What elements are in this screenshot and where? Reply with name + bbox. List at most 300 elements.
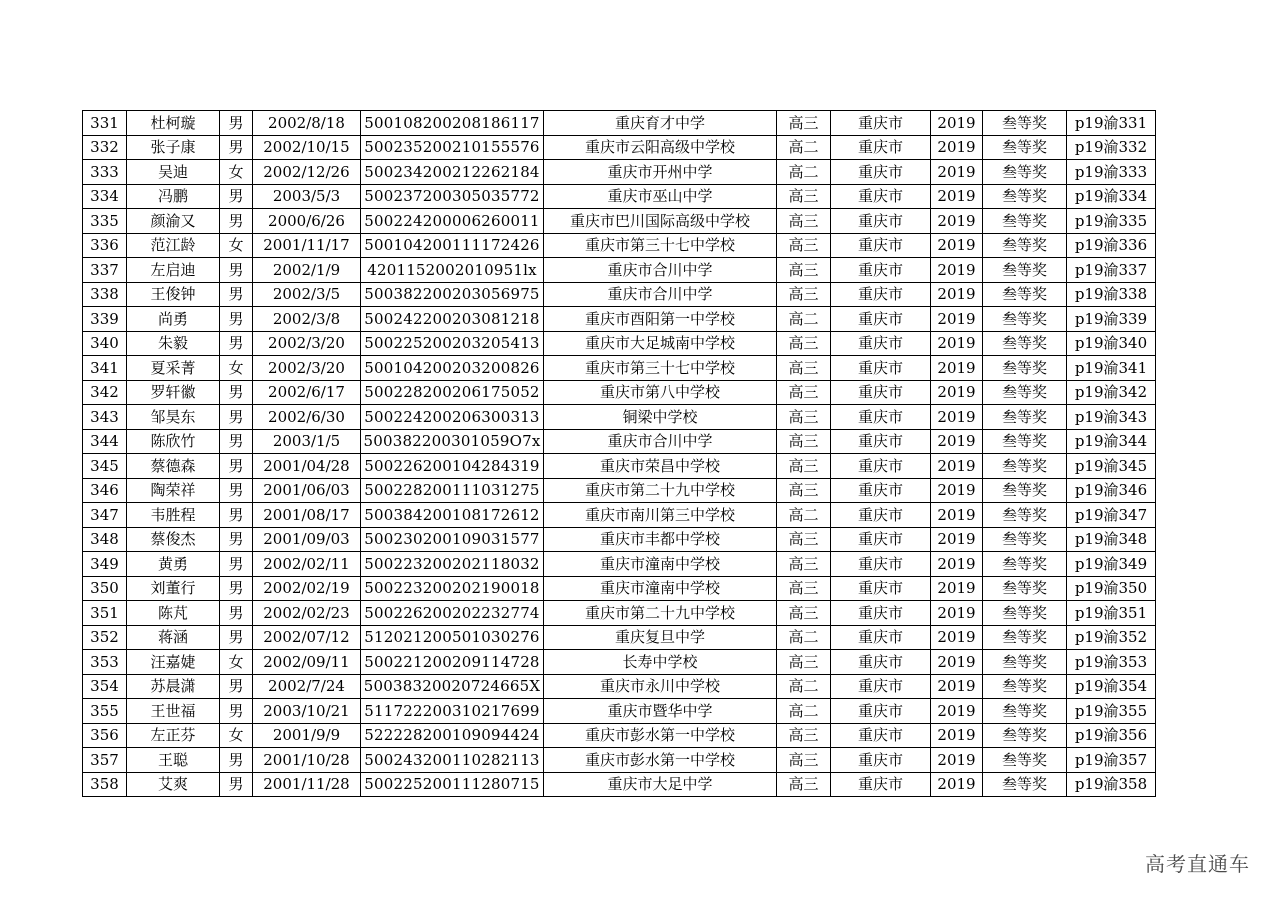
grade-cell: 高三 (777, 552, 831, 577)
award-level-cell: 叁等奖 (983, 772, 1067, 797)
certificate-code-cell: p19渝348 (1067, 527, 1156, 552)
table-row (83, 111, 1156, 136)
certificate-code-cell: p19渝351 (1067, 601, 1156, 626)
school-name-cell: 重庆市潼南中学校 (544, 552, 777, 577)
table-row (83, 674, 1156, 699)
student-name-cell: 罗轩徽 (127, 380, 220, 405)
award-level-cell: 叁等奖 (983, 674, 1067, 699)
award-level-cell: 叁等奖 (983, 601, 1067, 626)
gender-cell: 女 (220, 723, 253, 748)
grade-cell: 高三 (777, 429, 831, 454)
certificate-code-cell: p19渝331 (1067, 111, 1156, 136)
award-level-cell: 叁等奖 (983, 356, 1067, 381)
city-cell: 重庆市 (831, 650, 931, 675)
year-cell: 2019 (931, 356, 983, 381)
year-cell: 2019 (931, 674, 983, 699)
row-number-cell: 354 (83, 674, 127, 699)
row-number-cell: 334 (83, 184, 127, 209)
watermark-text: 高考直通车 (1145, 852, 1250, 876)
gender-cell: 男 (220, 111, 253, 136)
year-cell: 2019 (931, 258, 983, 283)
grade-cell: 高三 (777, 723, 831, 748)
city-cell: 重庆市 (831, 454, 931, 479)
city-cell: 重庆市 (831, 184, 931, 209)
city-cell: 重庆市 (831, 748, 931, 773)
school-name-cell: 重庆市荣昌中学校 (544, 454, 777, 479)
year-cell: 2019 (931, 331, 983, 356)
student-name-cell: 王聪 (127, 748, 220, 773)
grade-cell: 高二 (777, 699, 831, 724)
school-name-cell: 重庆市合川中学 (544, 429, 777, 454)
city-cell: 重庆市 (831, 356, 931, 381)
gender-cell: 男 (220, 699, 253, 724)
student-name-cell: 杜柯璇 (127, 111, 220, 136)
row-number-cell: 347 (83, 503, 127, 528)
birth-date-cell: 2002/02/19 (253, 576, 361, 601)
table-row (83, 527, 1156, 552)
award-level-cell: 叁等奖 (983, 233, 1067, 258)
city-cell: 重庆市 (831, 307, 931, 332)
school-name-cell: 重庆市彭水第一中学校 (544, 748, 777, 773)
year-cell: 2019 (931, 650, 983, 675)
table-row (83, 478, 1156, 503)
birth-date-cell: 2002/7/24 (253, 674, 361, 699)
grade-cell: 高三 (777, 233, 831, 258)
certificate-code-cell: p19渝357 (1067, 748, 1156, 773)
birth-date-cell: 2002/07/12 (253, 625, 361, 650)
city-cell: 重庆市 (831, 699, 931, 724)
id-number-cell: 522228200109094424 (361, 723, 544, 748)
id-number-cell: 500225200203205413 (361, 331, 544, 356)
birth-date-cell: 2002/6/30 (253, 405, 361, 430)
award-level-cell: 叁等奖 (983, 135, 1067, 160)
grade-cell: 高二 (777, 503, 831, 528)
award-level-cell: 叁等奖 (983, 209, 1067, 234)
id-number-cell: 500104200203200826 (361, 356, 544, 381)
gender-cell: 男 (220, 454, 253, 479)
table-row (83, 380, 1156, 405)
birth-date-cell: 2002/6/17 (253, 380, 361, 405)
year-cell: 2019 (931, 307, 983, 332)
school-name-cell: 重庆市酉阳第一中学校 (544, 307, 777, 332)
school-name-cell: 重庆市合川中学 (544, 282, 777, 307)
certificate-code-cell: p19渝352 (1067, 625, 1156, 650)
id-number-cell: 500234200212262184 (361, 160, 544, 185)
row-number-cell: 345 (83, 454, 127, 479)
birth-date-cell: 2003/10/21 (253, 699, 361, 724)
city-cell: 重庆市 (831, 601, 931, 626)
birth-date-cell: 2002/8/18 (253, 111, 361, 136)
birth-date-cell: 2002/3/8 (253, 307, 361, 332)
school-name-cell: 长寿中学校 (544, 650, 777, 675)
birth-date-cell: 2002/09/11 (253, 650, 361, 675)
student-name-cell: 蔡俊杰 (127, 527, 220, 552)
year-cell: 2019 (931, 282, 983, 307)
award-level-cell: 叁等奖 (983, 748, 1067, 773)
birth-date-cell: 2002/12/26 (253, 160, 361, 185)
id-number-cell: 500223200202190018 (361, 576, 544, 601)
row-number-cell: 336 (83, 233, 127, 258)
city-cell: 重庆市 (831, 527, 931, 552)
school-name-cell: 重庆市第三十七中学校 (544, 356, 777, 381)
id-number-cell: 500382200301059O7x (361, 429, 544, 454)
gender-cell: 男 (220, 552, 253, 577)
table-row (83, 209, 1156, 234)
table-body (83, 111, 1156, 797)
year-cell: 2019 (931, 380, 983, 405)
year-cell: 2019 (931, 135, 983, 160)
id-number-cell: 500230200109031577 (361, 527, 544, 552)
student-name-cell: 王俊钟 (127, 282, 220, 307)
grade-cell: 高三 (777, 454, 831, 479)
year-cell: 2019 (931, 233, 983, 258)
certificate-code-cell: p19渝354 (1067, 674, 1156, 699)
gender-cell: 男 (220, 135, 253, 160)
table-row (83, 405, 1156, 430)
table-row (83, 233, 1156, 258)
grade-cell: 高三 (777, 209, 831, 234)
table-row (83, 429, 1156, 454)
award-level-cell: 叁等奖 (983, 552, 1067, 577)
certificate-code-cell: p19渝332 (1067, 135, 1156, 160)
gender-cell: 男 (220, 527, 253, 552)
school-name-cell: 重庆市第二十九中学校 (544, 478, 777, 503)
year-cell: 2019 (931, 405, 983, 430)
id-number-cell: 500237200305035772 (361, 184, 544, 209)
id-number-cell: 500235200210155576 (361, 135, 544, 160)
gender-cell: 男 (220, 429, 253, 454)
city-cell: 重庆市 (831, 209, 931, 234)
award-level-cell: 叁等奖 (983, 160, 1067, 185)
table-row (83, 699, 1156, 724)
certificate-code-cell: p19渝343 (1067, 405, 1156, 430)
school-name-cell: 重庆市合川中学 (544, 258, 777, 283)
student-name-cell: 黄勇 (127, 552, 220, 577)
city-cell: 重庆市 (831, 576, 931, 601)
birth-date-cell: 2001/11/17 (253, 233, 361, 258)
birth-date-cell: 2001/9/9 (253, 723, 361, 748)
birth-date-cell: 2002/02/11 (253, 552, 361, 577)
award-level-cell: 叁等奖 (983, 429, 1067, 454)
city-cell: 重庆市 (831, 429, 931, 454)
id-number-cell: 500382200203056975 (361, 282, 544, 307)
city-cell: 重庆市 (831, 380, 931, 405)
school-name-cell: 重庆市潼南中学校 (544, 576, 777, 601)
award-level-cell: 叁等奖 (983, 699, 1067, 724)
id-number-cell: 512021200501030276 (361, 625, 544, 650)
grade-cell: 高三 (777, 111, 831, 136)
award-level-cell: 叁等奖 (983, 723, 1067, 748)
gender-cell: 女 (220, 160, 253, 185)
gender-cell: 女 (220, 356, 253, 381)
birth-date-cell: 2001/09/03 (253, 527, 361, 552)
year-cell: 2019 (931, 503, 983, 528)
student-name-cell: 范江龄 (127, 233, 220, 258)
id-number-cell: 500108200208186117 (361, 111, 544, 136)
id-number-cell: 500223200202118032 (361, 552, 544, 577)
city-cell: 重庆市 (831, 160, 931, 185)
row-number-cell: 333 (83, 160, 127, 185)
award-level-cell: 叁等奖 (983, 331, 1067, 356)
student-name-cell: 夏采菁 (127, 356, 220, 381)
grade-cell: 高三 (777, 184, 831, 209)
row-number-cell: 343 (83, 405, 127, 430)
gender-cell: 女 (220, 233, 253, 258)
school-name-cell: 重庆复旦中学 (544, 625, 777, 650)
row-number-cell: 332 (83, 135, 127, 160)
grade-cell: 高三 (777, 478, 831, 503)
table-row (83, 184, 1156, 209)
student-name-cell: 蔡德森 (127, 454, 220, 479)
award-level-cell: 叁等奖 (983, 454, 1067, 479)
table-row (83, 748, 1156, 773)
id-number-cell: 500224200206300313 (361, 405, 544, 430)
gender-cell: 男 (220, 503, 253, 528)
student-name-cell: 韦胜程 (127, 503, 220, 528)
id-number-cell: 4201152002010951lx (361, 258, 544, 283)
city-cell: 重庆市 (831, 503, 931, 528)
row-number-cell: 350 (83, 576, 127, 601)
certificate-code-cell: p19渝340 (1067, 331, 1156, 356)
table-row (83, 282, 1156, 307)
year-cell: 2019 (931, 478, 983, 503)
gender-cell: 男 (220, 282, 253, 307)
student-name-cell: 汪嘉婕 (127, 650, 220, 675)
birth-date-cell: 2001/04/28 (253, 454, 361, 479)
student-name-cell: 朱毅 (127, 331, 220, 356)
gender-cell: 男 (220, 601, 253, 626)
id-number-cell: 500226200202232774 (361, 601, 544, 626)
student-name-cell: 邹昊东 (127, 405, 220, 430)
year-cell: 2019 (931, 160, 983, 185)
school-name-cell: 铜梁中学校 (544, 405, 777, 430)
certificate-code-cell: p19渝346 (1067, 478, 1156, 503)
school-name-cell: 重庆市第三十七中学校 (544, 233, 777, 258)
award-level-cell: 叁等奖 (983, 625, 1067, 650)
certificate-code-cell: p19渝345 (1067, 454, 1156, 479)
row-number-cell: 340 (83, 331, 127, 356)
student-name-cell: 吴迪 (127, 160, 220, 185)
grade-cell: 高三 (777, 356, 831, 381)
row-number-cell: 341 (83, 356, 127, 381)
gender-cell: 男 (220, 674, 253, 699)
table-row (83, 601, 1156, 626)
table-row (83, 552, 1156, 577)
student-name-cell: 左正芬 (127, 723, 220, 748)
city-cell: 重庆市 (831, 282, 931, 307)
table-row (83, 135, 1156, 160)
school-name-cell: 重庆市彭水第一中学校 (544, 723, 777, 748)
student-name-cell: 左启迪 (127, 258, 220, 283)
certificate-code-cell: p19渝338 (1067, 282, 1156, 307)
award-level-cell: 叁等奖 (983, 650, 1067, 675)
school-name-cell: 重庆市永川中学校 (544, 674, 777, 699)
row-number-cell: 357 (83, 748, 127, 773)
gender-cell: 男 (220, 331, 253, 356)
year-cell: 2019 (931, 625, 983, 650)
school-name-cell: 重庆市大足城南中学校 (544, 331, 777, 356)
award-level-cell: 叁等奖 (983, 478, 1067, 503)
certificate-code-cell: p19渝335 (1067, 209, 1156, 234)
table-row (83, 625, 1156, 650)
student-name-cell: 蒋涵 (127, 625, 220, 650)
certificate-code-cell: p19渝347 (1067, 503, 1156, 528)
certificate-code-cell: p19渝341 (1067, 356, 1156, 381)
certificate-code-cell: p19渝355 (1067, 699, 1156, 724)
grade-cell: 高三 (777, 405, 831, 430)
year-cell: 2019 (931, 429, 983, 454)
id-number-cell: 500221200209114728 (361, 650, 544, 675)
certificate-code-cell: p19渝358 (1067, 772, 1156, 797)
school-name-cell: 重庆市开州中学 (544, 160, 777, 185)
birth-date-cell: 2001/08/17 (253, 503, 361, 528)
table-row (83, 576, 1156, 601)
table-row (83, 356, 1156, 381)
city-cell: 重庆市 (831, 331, 931, 356)
table-row (83, 650, 1156, 675)
id-number-cell: 500228200206175052 (361, 380, 544, 405)
year-cell: 2019 (931, 772, 983, 797)
row-number-cell: 358 (83, 772, 127, 797)
table-row (83, 331, 1156, 356)
student-name-cell: 陈芃 (127, 601, 220, 626)
gender-cell: 男 (220, 478, 253, 503)
id-number-cell: 500104200111172426 (361, 233, 544, 258)
year-cell: 2019 (931, 601, 983, 626)
student-name-cell: 刘董行 (127, 576, 220, 601)
id-number-cell: 500224200006260011 (361, 209, 544, 234)
birth-date-cell: 2002/3/20 (253, 331, 361, 356)
city-cell: 重庆市 (831, 258, 931, 283)
award-level-cell: 叁等奖 (983, 576, 1067, 601)
gender-cell: 男 (220, 772, 253, 797)
id-number-cell: 50038320020724665X (361, 674, 544, 699)
school-name-cell: 重庆育才中学 (544, 111, 777, 136)
year-cell: 2019 (931, 699, 983, 724)
id-number-cell: 500226200104284319 (361, 454, 544, 479)
grade-cell: 高二 (777, 625, 831, 650)
school-name-cell: 重庆市第二十九中学校 (544, 601, 777, 626)
grade-cell: 高二 (777, 160, 831, 185)
grade-cell: 高二 (777, 135, 831, 160)
table-row (83, 454, 1156, 479)
birth-date-cell: 2002/3/20 (253, 356, 361, 381)
student-name-cell: 张子康 (127, 135, 220, 160)
table-row (83, 772, 1156, 797)
table-row (83, 723, 1156, 748)
birth-date-cell: 2003/1/5 (253, 429, 361, 454)
grade-cell: 高三 (777, 380, 831, 405)
birth-date-cell: 2001/10/28 (253, 748, 361, 773)
gender-cell: 男 (220, 748, 253, 773)
student-name-cell: 王世福 (127, 699, 220, 724)
award-level-cell: 叁等奖 (983, 258, 1067, 283)
certificate-code-cell: p19渝350 (1067, 576, 1156, 601)
row-number-cell: 348 (83, 527, 127, 552)
year-cell: 2019 (931, 111, 983, 136)
year-cell: 2019 (931, 552, 983, 577)
certificate-code-cell: p19渝336 (1067, 233, 1156, 258)
gender-cell: 男 (220, 184, 253, 209)
table-row (83, 160, 1156, 185)
row-number-cell: 356 (83, 723, 127, 748)
table-row (83, 307, 1156, 332)
award-level-cell: 叁等奖 (983, 184, 1067, 209)
city-cell: 重庆市 (831, 233, 931, 258)
id-number-cell: 500242200203081218 (361, 307, 544, 332)
student-name-cell: 冯鹏 (127, 184, 220, 209)
grade-cell: 高二 (777, 674, 831, 699)
grade-cell: 高三 (777, 282, 831, 307)
city-cell: 重庆市 (831, 478, 931, 503)
city-cell: 重庆市 (831, 625, 931, 650)
student-name-cell: 陈欣竹 (127, 429, 220, 454)
row-number-cell: 351 (83, 601, 127, 626)
grade-cell: 高三 (777, 601, 831, 626)
year-cell: 2019 (931, 209, 983, 234)
gender-cell: 男 (220, 307, 253, 332)
birth-date-cell: 2002/02/23 (253, 601, 361, 626)
school-name-cell: 重庆市巫山中学 (544, 184, 777, 209)
gender-cell: 男 (220, 625, 253, 650)
gender-cell: 男 (220, 209, 253, 234)
certificate-code-cell: p19渝344 (1067, 429, 1156, 454)
award-level-cell: 叁等奖 (983, 307, 1067, 332)
certificate-code-cell: p19渝353 (1067, 650, 1156, 675)
certificate-code-cell: p19渝333 (1067, 160, 1156, 185)
grade-cell: 高三 (777, 650, 831, 675)
year-cell: 2019 (931, 576, 983, 601)
student-name-cell: 颜渝又 (127, 209, 220, 234)
city-cell: 重庆市 (831, 723, 931, 748)
award-list-table (82, 110, 1156, 797)
grade-cell: 高三 (777, 331, 831, 356)
id-number-cell: 500228200111031275 (361, 478, 544, 503)
birth-date-cell: 2002/10/15 (253, 135, 361, 160)
row-number-cell: 346 (83, 478, 127, 503)
school-name-cell: 重庆市暨华中学 (544, 699, 777, 724)
certificate-code-cell: p19渝337 (1067, 258, 1156, 283)
school-name-cell: 重庆市丰都中学校 (544, 527, 777, 552)
birth-date-cell: 2002/1/9 (253, 258, 361, 283)
id-number-cell: 500243200110282113 (361, 748, 544, 773)
grade-cell: 高三 (777, 527, 831, 552)
row-number-cell: 342 (83, 380, 127, 405)
certificate-code-cell: p19渝356 (1067, 723, 1156, 748)
grade-cell: 高三 (777, 576, 831, 601)
student-name-cell: 尚勇 (127, 307, 220, 332)
grade-cell: 高二 (777, 307, 831, 332)
row-number-cell: 331 (83, 111, 127, 136)
grade-cell: 高三 (777, 772, 831, 797)
year-cell: 2019 (931, 723, 983, 748)
birth-date-cell: 2002/3/5 (253, 282, 361, 307)
grade-cell: 高三 (777, 258, 831, 283)
gender-cell: 男 (220, 380, 253, 405)
gender-cell: 男 (220, 258, 253, 283)
city-cell: 重庆市 (831, 772, 931, 797)
id-number-cell: 500384200108172612 (361, 503, 544, 528)
row-number-cell: 335 (83, 209, 127, 234)
gender-cell: 女 (220, 650, 253, 675)
city-cell: 重庆市 (831, 674, 931, 699)
school-name-cell: 重庆市大足中学 (544, 772, 777, 797)
row-number-cell: 344 (83, 429, 127, 454)
award-level-cell: 叁等奖 (983, 405, 1067, 430)
gender-cell: 男 (220, 576, 253, 601)
award-level-cell: 叁等奖 (983, 380, 1067, 405)
birth-date-cell: 2000/6/26 (253, 209, 361, 234)
